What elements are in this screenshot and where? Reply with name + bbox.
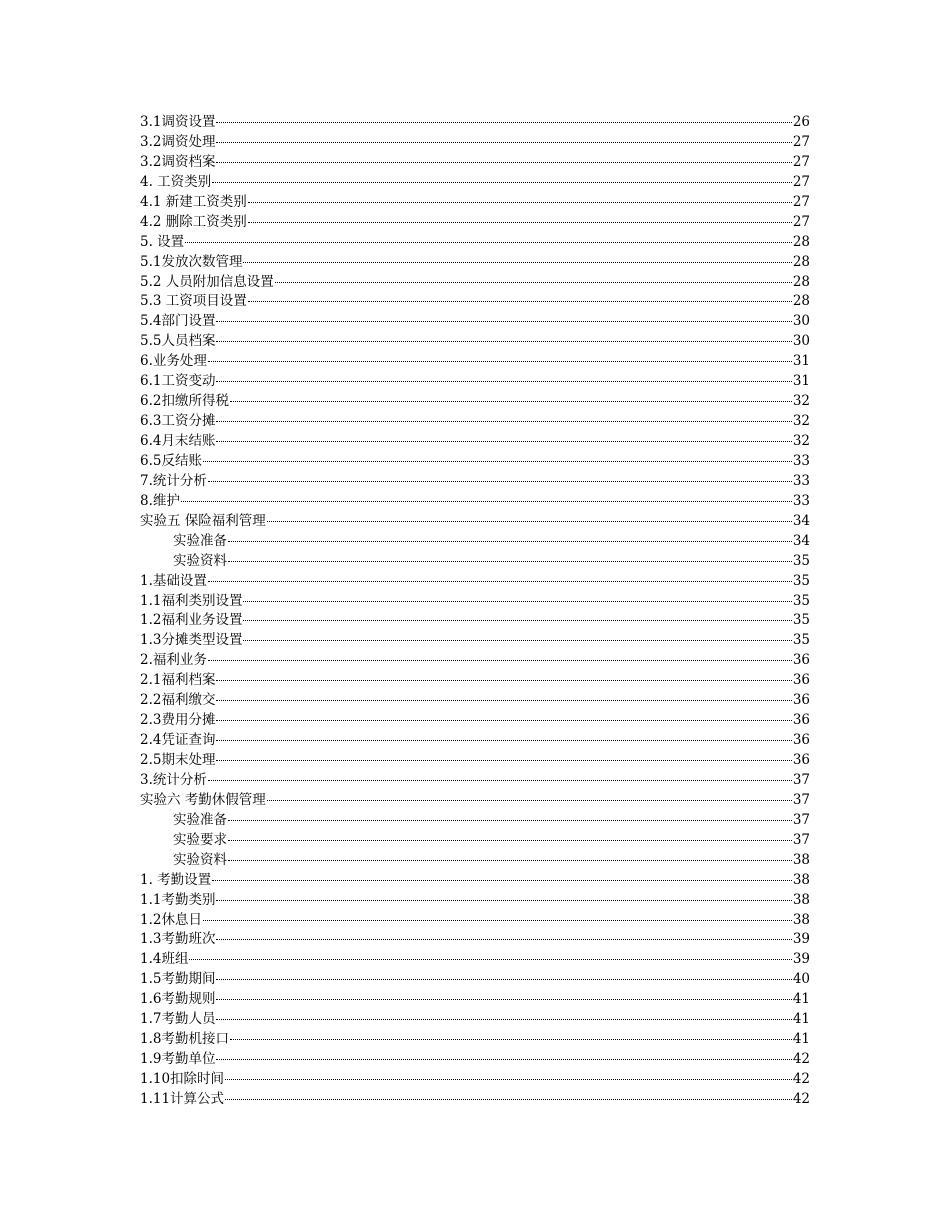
toc-entry-title: 1.3考勤班次: [140, 931, 216, 948]
toc-dot-leader: [216, 720, 791, 721]
toc-dot-leader: [216, 122, 791, 123]
toc-dot-leader: [208, 361, 792, 362]
toc-entry-title: 5.1发放次数管理: [140, 253, 243, 270]
toc-page-number: 42: [792, 1071, 810, 1087]
toc-entry[interactable]: [140, 811, 810, 831]
toc-page-number: 33: [792, 492, 810, 509]
toc-entry-title: 1.8考勤机接口: [140, 1031, 229, 1048]
toc-entry-title: 实验资料: [173, 851, 227, 868]
toc-entry-title: 1.10扣除时间: [140, 1071, 225, 1087]
toc-entry[interactable]: [140, 352, 810, 372]
toc-entry[interactable]: [140, 392, 810, 412]
toc-dot-leader: [185, 242, 792, 243]
toc-entry[interactable]: [140, 452, 810, 472]
toc-page-number: 36: [792, 712, 810, 729]
toc-dot-leader: [243, 640, 791, 641]
toc-entry[interactable]: [140, 1010, 810, 1030]
toc-page-number: 27: [792, 133, 810, 150]
toc-page-number: 42: [792, 1090, 810, 1107]
toc-page-number: 42: [792, 1051, 810, 1068]
toc-entry[interactable]: [140, 990, 810, 1010]
toc-entry[interactable]: [140, 891, 810, 911]
toc-dot-leader: [248, 301, 792, 302]
toc-entry-title: 1.4班组: [140, 951, 189, 968]
toc-dot-leader: [216, 341, 791, 342]
toc-dot-leader: [208, 780, 792, 781]
toc-entry-title: 实验资料: [173, 552, 227, 569]
toc-page-number: 39: [792, 931, 810, 948]
toc-dot-leader: [216, 1059, 791, 1060]
toc-entry[interactable]: [140, 213, 810, 233]
toc-entry[interactable]: [140, 930, 810, 950]
toc-entry-title: 5.4部门设置: [140, 313, 216, 330]
toc-entry-title: 3.2调资处理: [140, 133, 216, 150]
toc-dot-leader: [267, 521, 792, 522]
toc-entry[interactable]: [140, 472, 810, 492]
toc-entry[interactable]: [140, 970, 810, 990]
toc-entry-title: 1.5考勤期间: [140, 971, 216, 988]
toc-dot-leader: [228, 860, 792, 861]
toc-entry[interactable]: [140, 532, 810, 552]
toc-entry-title: 6.3工资分摊: [140, 413, 216, 430]
toc-entry-title: 1.6考勤规则: [140, 991, 216, 1008]
toc-dot-leader: [216, 760, 791, 761]
toc-entry[interactable]: [140, 173, 810, 193]
toc-page-number: 32: [792, 433, 810, 449]
toc-dot-leader: [248, 202, 792, 203]
toc-entry[interactable]: [140, 592, 810, 612]
toc-dot-leader: [267, 800, 792, 801]
toc-entry-title: 1.基础设置: [140, 572, 207, 589]
toc-dot-leader: [243, 601, 791, 602]
toc-dot-leader: [216, 441, 791, 442]
toc-entry[interactable]: [140, 153, 810, 173]
toc-entry-title: 8.维护: [140, 492, 180, 509]
toc-entry[interactable]: [140, 611, 810, 631]
toc-page-number: 36: [792, 732, 810, 749]
toc-dot-leader: [230, 401, 792, 402]
toc-dot-leader: [189, 959, 791, 960]
toc-entry-title: 2.2福利缴交: [140, 692, 216, 709]
toc-entry-title: 实验准备: [173, 811, 227, 828]
toc-entry[interactable]: [140, 911, 810, 931]
toc-dot-leader: [216, 162, 791, 163]
toc-dot-leader: [243, 620, 791, 621]
toc-page-number: 27: [792, 153, 810, 170]
toc-page-number: 28: [792, 293, 810, 310]
toc-entry[interactable]: [140, 193, 810, 213]
toc-entry-title: 实验准备: [173, 532, 227, 549]
toc-page-number: 33: [792, 452, 810, 469]
toc-entry-title: 实验要求: [173, 831, 227, 848]
toc-page-number: 35: [792, 612, 810, 629]
toc-entry[interactable]: [140, 133, 810, 153]
toc-page-number: 32: [792, 393, 810, 410]
toc-entry-title: 2.4凭证查询: [140, 732, 216, 749]
toc-entry[interactable]: [140, 831, 810, 851]
toc-entry[interactable]: [140, 273, 810, 293]
toc-entry-title: 6.业务处理: [140, 353, 207, 370]
toc-page-number: 38: [792, 891, 810, 908]
toc-page-number: 28: [792, 253, 810, 270]
toc-entry[interactable]: [140, 851, 810, 871]
toc-entry-title: 2.福利业务: [140, 652, 207, 669]
toc-entry[interactable]: [140, 1030, 810, 1050]
toc-page-number: 38: [792, 851, 810, 868]
toc-dot-leader: [225, 1099, 792, 1100]
toc-page-number: 34: [792, 512, 810, 529]
toc-entry-title: 5.5人员档案: [140, 333, 216, 350]
toc-dot-leader: [225, 1079, 792, 1080]
toc-dot-leader: [228, 541, 792, 542]
toc-page-number: 36: [792, 692, 810, 709]
toc-page-number: 40: [792, 971, 810, 988]
toc-page-number: 37: [792, 811, 810, 828]
toc-entry[interactable]: [140, 671, 810, 691]
toc-entry[interactable]: [140, 512, 810, 532]
toc-entry-title: 6.1工资变动: [140, 373, 216, 390]
toc-entry[interactable]: [140, 253, 810, 273]
toc-entry[interactable]: [140, 372, 810, 392]
toc-entry-title: 1.2休息日: [140, 911, 202, 928]
toc-entry-title: 2.3费用分摊: [140, 712, 216, 729]
toc-entry-title: 4.1 新建工资类别: [140, 193, 247, 210]
toc-dot-leader: [216, 381, 791, 382]
toc-dot-leader: [216, 999, 791, 1000]
toc-entry-title: 1.3分摊类型设置: [140, 632, 243, 649]
toc-dot-leader: [228, 840, 792, 841]
toc-page-number: 37: [792, 831, 810, 848]
toc-entry-title: 3.1调资设置: [140, 114, 216, 130]
toc-dot-leader: [203, 920, 792, 921]
toc-entry-title: 1.7考勤人员: [140, 1011, 216, 1028]
toc-entry-title: 3.2调资档案: [140, 153, 216, 170]
toc-entry[interactable]: [140, 751, 810, 771]
toc-page-number: 36: [792, 652, 810, 669]
toc-entry[interactable]: [140, 791, 810, 811]
toc-page-number: 41: [792, 1031, 810, 1048]
toc-entry-title: 实验五 保险福利管理: [140, 512, 266, 529]
toc-entry[interactable]: [140, 1090, 810, 1110]
toc-dot-leader: [216, 142, 791, 143]
toc-page-number: 41: [792, 991, 810, 1008]
toc-dot-leader: [212, 182, 792, 183]
toc-entry[interactable]: [140, 292, 810, 312]
toc-dot-leader: [208, 581, 792, 582]
toc-entry-title: 5.3 工资项目设置: [140, 293, 247, 310]
toc-entry[interactable]: [140, 711, 810, 731]
toc-dot-leader: [243, 262, 791, 263]
toc-page-number: 31: [792, 353, 810, 370]
toc-entry[interactable]: [140, 312, 810, 332]
toc-page-number: 37: [792, 771, 810, 788]
toc-dot-leader: [216, 740, 791, 741]
toc-dot-leader: [216, 900, 791, 901]
toc-entry-title: 1.2福利业务设置: [140, 612, 243, 629]
toc-dot-leader: [181, 501, 792, 502]
toc-entry-title: 1.11计算公式: [140, 1090, 225, 1107]
toc-dot-leader: [216, 700, 791, 701]
toc-entry-title: 6.5反结账: [140, 452, 202, 469]
toc-entry-title: 实验六 考勤休假管理: [140, 791, 266, 808]
toc-page-number: 27: [792, 193, 810, 210]
toc-dot-leader: [216, 979, 791, 980]
toc-entry[interactable]: [140, 1070, 810, 1090]
toc-entry[interactable]: [140, 412, 810, 432]
toc-dot-leader: [208, 660, 792, 661]
toc-entry-title: 1.1考勤类别: [140, 891, 216, 908]
toc-page-number: 33: [792, 472, 810, 489]
toc-page-number: 36: [792, 752, 810, 768]
toc-entry[interactable]: [140, 492, 810, 512]
toc-entry-title: 6.4月末结账: [140, 433, 216, 449]
toc-page-number: 26: [792, 114, 810, 130]
toc-entry-title: 6.2扣缴所得税: [140, 393, 229, 410]
toc-dot-leader: [228, 820, 792, 821]
toc-page-number: 35: [792, 552, 810, 569]
toc-entry[interactable]: [140, 432, 810, 452]
toc-entry-title: 5. 设置: [140, 233, 185, 250]
toc-page-number: 30: [792, 333, 810, 350]
toc-dot-leader: [208, 481, 792, 482]
toc-page-number: 35: [792, 592, 810, 609]
toc-page-number: 31: [792, 373, 810, 390]
toc-dot-leader: [216, 1019, 791, 1020]
toc-entry-title: 1. 考勤设置: [140, 871, 212, 888]
toc-entry-title: 2.5期末处理: [140, 752, 216, 768]
toc-page-number: 35: [792, 632, 810, 649]
toc-entry[interactable]: [140, 332, 810, 352]
toc-entry[interactable]: [140, 1050, 810, 1070]
toc-entry[interactable]: [140, 771, 810, 791]
toc-entry[interactable]: [140, 233, 810, 253]
toc-entry-title: 5.2 人员附加信息设置: [140, 273, 274, 290]
toc-dot-leader: [212, 880, 792, 881]
toc-dot-leader: [275, 282, 792, 283]
toc-page-number: 37: [792, 791, 810, 808]
toc-page-number: 38: [792, 911, 810, 928]
toc-page-number: 28: [792, 273, 810, 290]
toc-entry[interactable]: [140, 651, 810, 671]
toc-page-number: 28: [792, 233, 810, 250]
toc-dot-leader: [203, 461, 792, 462]
toc-page-number: 39: [792, 951, 810, 968]
toc-entry[interactable]: [140, 731, 810, 751]
toc-entry[interactable]: [140, 572, 810, 592]
toc-entry[interactable]: [140, 552, 810, 572]
toc-entry-title: 1.9考勤单位: [140, 1051, 216, 1068]
toc-entry[interactable]: [140, 871, 810, 891]
toc-entry[interactable]: [140, 691, 810, 711]
toc-entry-title: 4.2 删除工资类别: [140, 213, 247, 230]
toc-entry-title: 4. 工资类别: [140, 173, 212, 190]
toc-page-number: 35: [792, 572, 810, 589]
toc-page-number: 27: [792, 173, 810, 190]
toc-entry-title: 3.统计分析: [140, 771, 207, 788]
toc-entry[interactable]: [140, 631, 810, 651]
toc-page-number: 38: [792, 871, 810, 888]
toc-entry-title: 2.1福利档案: [140, 672, 216, 689]
toc-page-number: 27: [792, 213, 810, 230]
toc-entry[interactable]: [140, 950, 810, 970]
toc-entry[interactable]: [140, 113, 810, 133]
toc-entry-title: 7.统计分析: [140, 472, 207, 489]
toc-page-number: 32: [792, 413, 810, 430]
toc-page-number: 30: [792, 313, 810, 330]
toc-dot-leader: [216, 321, 791, 322]
toc-dot-leader: [216, 939, 791, 940]
toc-page-number: 41: [792, 1011, 810, 1028]
toc-dot-leader: [230, 1039, 792, 1040]
toc-dot-leader: [228, 561, 792, 562]
table-of-contents: [140, 113, 810, 1110]
toc-dot-leader: [216, 680, 791, 681]
toc-dot-leader: [248, 222, 792, 223]
toc-page-number: 36: [792, 672, 810, 689]
toc-page-number: 34: [792, 532, 810, 549]
toc-dot-leader: [216, 421, 791, 422]
toc-entry-title: 1.1福利类别设置: [140, 592, 243, 609]
